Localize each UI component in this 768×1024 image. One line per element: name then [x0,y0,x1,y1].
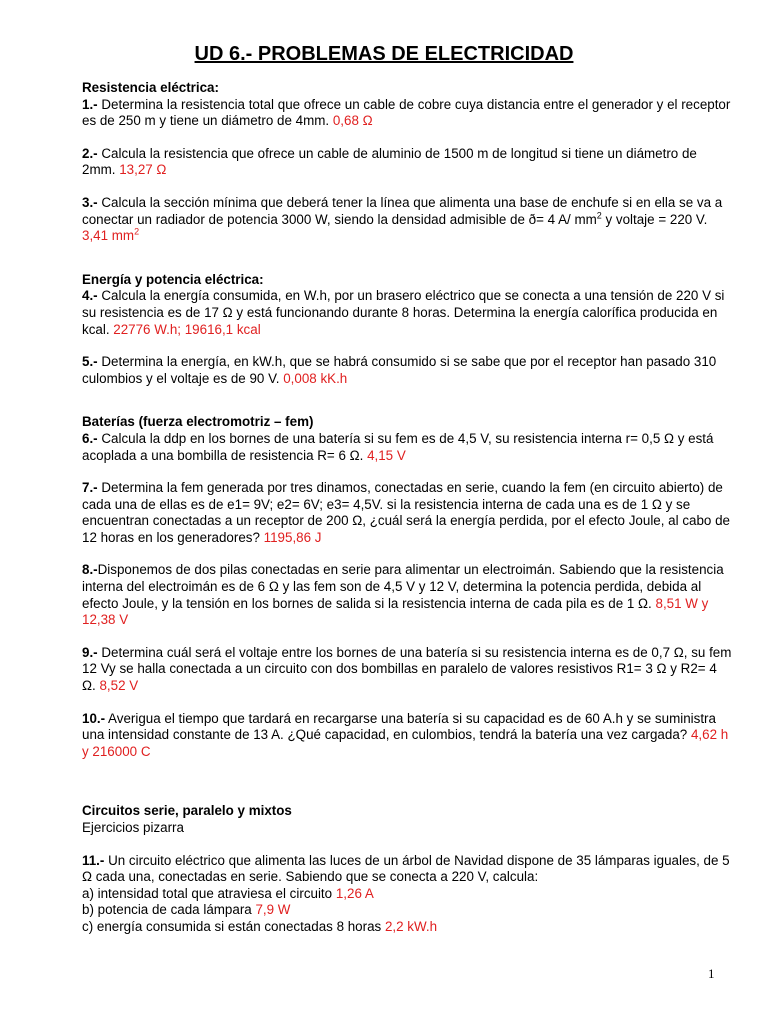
problem-text: Disponemos de dos pilas conectadas en serie para alimentar un electroimán. Sabiendo que la resistencia interna del electroimán es de 6 Ω y las fem son de 4,5 V y 12 V, determina la potencia perdida, debida al efecto Joule, y la tensión en los bornes de salida si la resistencia interna de cada pila es de 1 Ω. [82,562,724,611]
problem-1 [82,97,732,130]
problem-8 [82,562,732,628]
problem-number: 2.- [82,145,98,161]
problem-number: 4.- [82,288,98,304]
part-text: b) potencia de cada lámpara [82,902,256,918]
problem-6 [82,431,732,464]
problem-number: 6.- [82,430,98,446]
problem-text: Calcula la sección mínima que deberá tener la línea que alimenta una base de enchufe si en ella se va a conectar un radiador de potencia 3000 W, siendo la densidad admisible de ð= 4 A/ mm [82,194,723,227]
problem-2 [82,146,732,179]
problem-text: Determina cuál será el voltaje entre los bornes de una batería si su resistencia interna es de 0,7 Ω, su fem 12 Vy se halla conectada a un circuito con dos bombillas en paralelo de valores resistivos R1= 3 Ω y R2= 4 Ω. [82,644,732,694]
problem-number: 10.- [82,710,106,726]
problem-text: Calcula la ddp en los bornes de una batería si su fem es de 4,5 V, su resistencia interna r= 0,5 Ω y está acoplada a una bombilla de resistencia R= 6 Ω. [82,430,714,463]
section-heading-energia: Energía y potencia eléctrica: [82,271,264,287]
problem-11-part-c [82,919,732,936]
problem-answer: 3,41 mm [82,228,135,244]
problem-answer: 4,62 h y 216000 C [82,727,729,759]
problem-9 [82,645,732,695]
page-title: UD 6.- PROBLEMAS DE ELECTRICIDAD [194,43,574,65]
problem-text: Determina la energía, en kW.h, que se habrá consumido si se sabe que por el receptor han pasado 310 culombios y el voltaje es de 90 V. [82,354,717,386]
problem-11 [82,853,732,886]
problem-number: 9.- [82,644,98,660]
problem-answer: 4,15 V [367,447,406,463]
problem-number: 3.- [82,194,98,210]
page-number: 1 [708,966,715,981]
problem-text: Calcula la resistencia que ofrece un cable de aluminio de 1500 m de longitud si tiene un diámetro de 2mm. [82,145,697,178]
problem-text: Averigua el tiempo que tardará en recargarse una batería si su capacidad es de 60 A.h y se suministra una intensidad constante de 13 A. ¿Qué capacidad, en culombios, tendrá la batería una vez cargada? [82,710,716,743]
part-answer: 7,9 W [255,902,291,918]
problem-11-part-b [82,902,732,919]
problem-answer: 13,27 Ω [119,162,167,178]
part-text: c) energía consumida si están conectadas 8 horas [82,918,385,934]
section-heading-baterias: Baterías (fuerza electromotriz – fem) [82,414,314,430]
problem-number: 7.- [82,480,98,496]
document-body [82,80,732,936]
problem-answer: 1195,86 J [263,529,322,545]
section-heading-circuitos: Circuitos serie, paralelo y mixtos [82,803,292,819]
problem-answer: 0,008 kK.h [283,370,348,386]
problem-7 [82,480,732,546]
problem-10 [82,711,732,761]
problem-answer: 8,51 W y 12,38 V [82,595,709,628]
problem-number: 5.- [82,354,98,370]
section-subtitle: Ejercicios pizarra [82,820,184,835]
problem-text: Determina la fem generada por tres dinamos, conectadas en serie, cuando la fem (en circuito abierto) de cada una de ellas es de e1= 9V; e2= 6V; e3= 4,5V. si la resistencia interna de cada una es de 1 Ω y se encuentran conectadas a un receptor de 200 Ω, ¿cuál será la energía perdida, por el efecto Joule, al cabo de 12 horas en los generadores? [82,480,730,545]
problem-4 [82,288,732,338]
problem-text: Un circuito eléctrico que alimenta las luces de un árbol de Navidad dispone de 35 lámparas iguales, de 5 Ω cada una, conectadas en serie. Sabiendo que se conecta a 220 V, calcula: [82,852,730,885]
part-text: a) intensidad total que atraviesa el circuito [82,885,336,901]
problem-answer: 8,52 V [99,678,139,694]
problem-number: 11.- [82,852,105,868]
section-heading-resistencia: Resistencia eléctrica: [82,80,219,95]
superscript: 2 [596,210,602,221]
problem-text: Determina la resistencia total que ofrece un cable de cobre cuya distancia entre el generador y el receptor es de 250 m y tiene un diámetro de 4mm. [82,96,731,129]
part-answer: 2,2 kW.h [384,918,438,934]
problem-answer: 0,68 Ω [332,113,373,129]
answer-superscript: 2 [134,226,140,237]
problem-answer: 22776 W.h; 19616,1 kcal [113,321,261,337]
problem-number: 1.- [82,96,98,112]
problem-11-part-a [82,886,732,903]
part-answer: 1,26 A [335,885,374,901]
problem-text: Calcula la energía consumida, en W.h, por un brasero eléctrico que se conecta a una tensión de 220 V si su resistencia es de 17 Ω y está funcionando durante 8 horas. Determina la energía calorífica producida en kcal. [82,288,725,337]
problem-number: 8.- [82,562,98,578]
problem-5 [82,354,732,387]
problem-text-continued: y voltaje = 220 V. [601,211,708,227]
problem-3 [82,195,732,245]
